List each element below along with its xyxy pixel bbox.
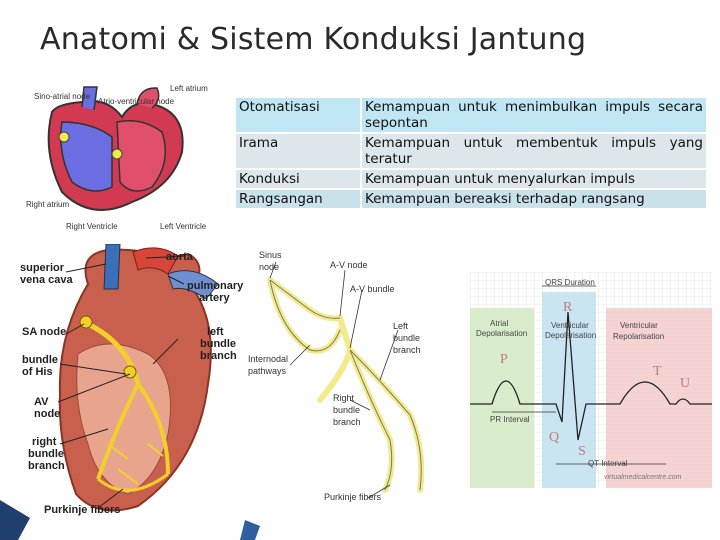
label-left-3: branch: [393, 345, 421, 355]
term-cell: Rangsangan: [236, 190, 360, 208]
ecg-pr-interval: PR Interval: [490, 415, 530, 424]
ecg-atrial-1: Atrial: [490, 319, 509, 328]
label-svc-1: superior: [20, 262, 65, 274]
properties-table: [234, 96, 708, 210]
ecg-vent-rep-1: Ventricular: [620, 321, 658, 330]
ecg-vent-dep-1: Ventricular: [551, 321, 589, 330]
corner-decoration: [0, 500, 260, 540]
term-cell: Konduksi: [236, 170, 360, 188]
label-av-1: AV: [34, 396, 49, 408]
label-intern-1: Internodal: [248, 354, 289, 364]
label-left-2: bundle: [393, 333, 421, 343]
ecg-vent-dep-2: Depolarisation: [545, 331, 597, 340]
ecg-diagram: [470, 272, 712, 488]
label-right-bb-1: right: [32, 436, 57, 448]
label-av-node: A-V node: [330, 260, 368, 270]
label-right-bb-3: branch: [28, 460, 65, 472]
label-right-3: branch: [333, 417, 361, 427]
ecg-qrs-duration: QRS Duration: [545, 278, 595, 287]
label-right-2: bundle: [333, 405, 361, 415]
ecg-s-label: S: [578, 444, 586, 459]
label-sinoatrial-node: Sino-atrial node: [34, 92, 91, 101]
label-intern-2: pathways: [248, 366, 287, 376]
description-cell: Kemampuan untuk menyalurkan impuls: [362, 170, 706, 188]
label-purkinje: Purkinje fibers: [44, 504, 121, 516]
label-av-2: node: [34, 408, 61, 420]
ecg-u-label: U: [680, 376, 691, 391]
label-aorta: aorta: [166, 251, 193, 263]
label-right-ventricle: Right Ventricle: [66, 222, 118, 231]
label-purkinje-fibers: Purkinje fibers: [324, 492, 382, 502]
label-sinus-2: node: [259, 262, 280, 272]
description-cell: Kemampuan untuk membentuk impuls yang teratur: [362, 134, 706, 168]
ecg-r-label: R: [563, 300, 573, 315]
label-left-bb-2: bundle: [200, 338, 237, 350]
ecg-watermark: virtualmedicalcentre.com: [604, 474, 682, 481]
label-sinus-1: Sinus: [259, 250, 282, 260]
label-left-ventricle: Left Ventricle: [160, 222, 207, 231]
label-left-bb-1: left: [207, 326, 224, 338]
label-av-bundle: A-V bundle: [350, 284, 395, 294]
ecg-p-label: P: [500, 352, 508, 367]
ecg-atrial-2: Depolarisation: [476, 329, 528, 338]
label-left-bb-3: branch: [200, 350, 237, 362]
table-row: [236, 134, 706, 168]
ecg-qt-interval: QT Interval: [588, 459, 628, 468]
table-row: [236, 190, 706, 208]
ecg-t-label: T: [653, 364, 662, 379]
sa-node-dot: [59, 132, 69, 142]
label-pulm-2: artery: [199, 292, 230, 304]
label-right-atrium: Right atrium: [26, 200, 70, 209]
label-his-1: bundle: [22, 354, 59, 366]
table-row: [236, 98, 706, 132]
description-cell: Kemampuan untuk menimbulkan impuls secara sepontan: [362, 98, 706, 132]
ecg-q-label: Q: [549, 430, 560, 445]
term-cell: Otomatisasi: [236, 98, 360, 132]
term-cell: Irama: [236, 134, 360, 168]
label-atrioventricular-node: Atrio-ventricular node: [98, 97, 175, 106]
label-pulm-1: pulmonary: [187, 280, 244, 292]
label-sa-node: SA node: [22, 326, 67, 338]
ecg-vent-rep-2: Repolarisation: [613, 332, 665, 341]
description-cell: Kemampuan bereaksi terhadap rangsang: [362, 190, 706, 208]
conduction-pathway-diagram: [250, 240, 450, 515]
table-row: [236, 170, 706, 188]
label-svc-2: vena cava: [20, 274, 73, 286]
label-right-bb-2: bundle: [28, 448, 65, 460]
label-his-2: of His: [22, 366, 53, 378]
av-node-dot: [112, 149, 122, 159]
slide-title: Anatomi & Sistem Konduksi Jantung: [40, 22, 587, 57]
label-left-1: Left: [393, 321, 409, 331]
label-left-atrium: Left atrium: [170, 84, 208, 93]
label-right-1: Right: [333, 393, 355, 403]
